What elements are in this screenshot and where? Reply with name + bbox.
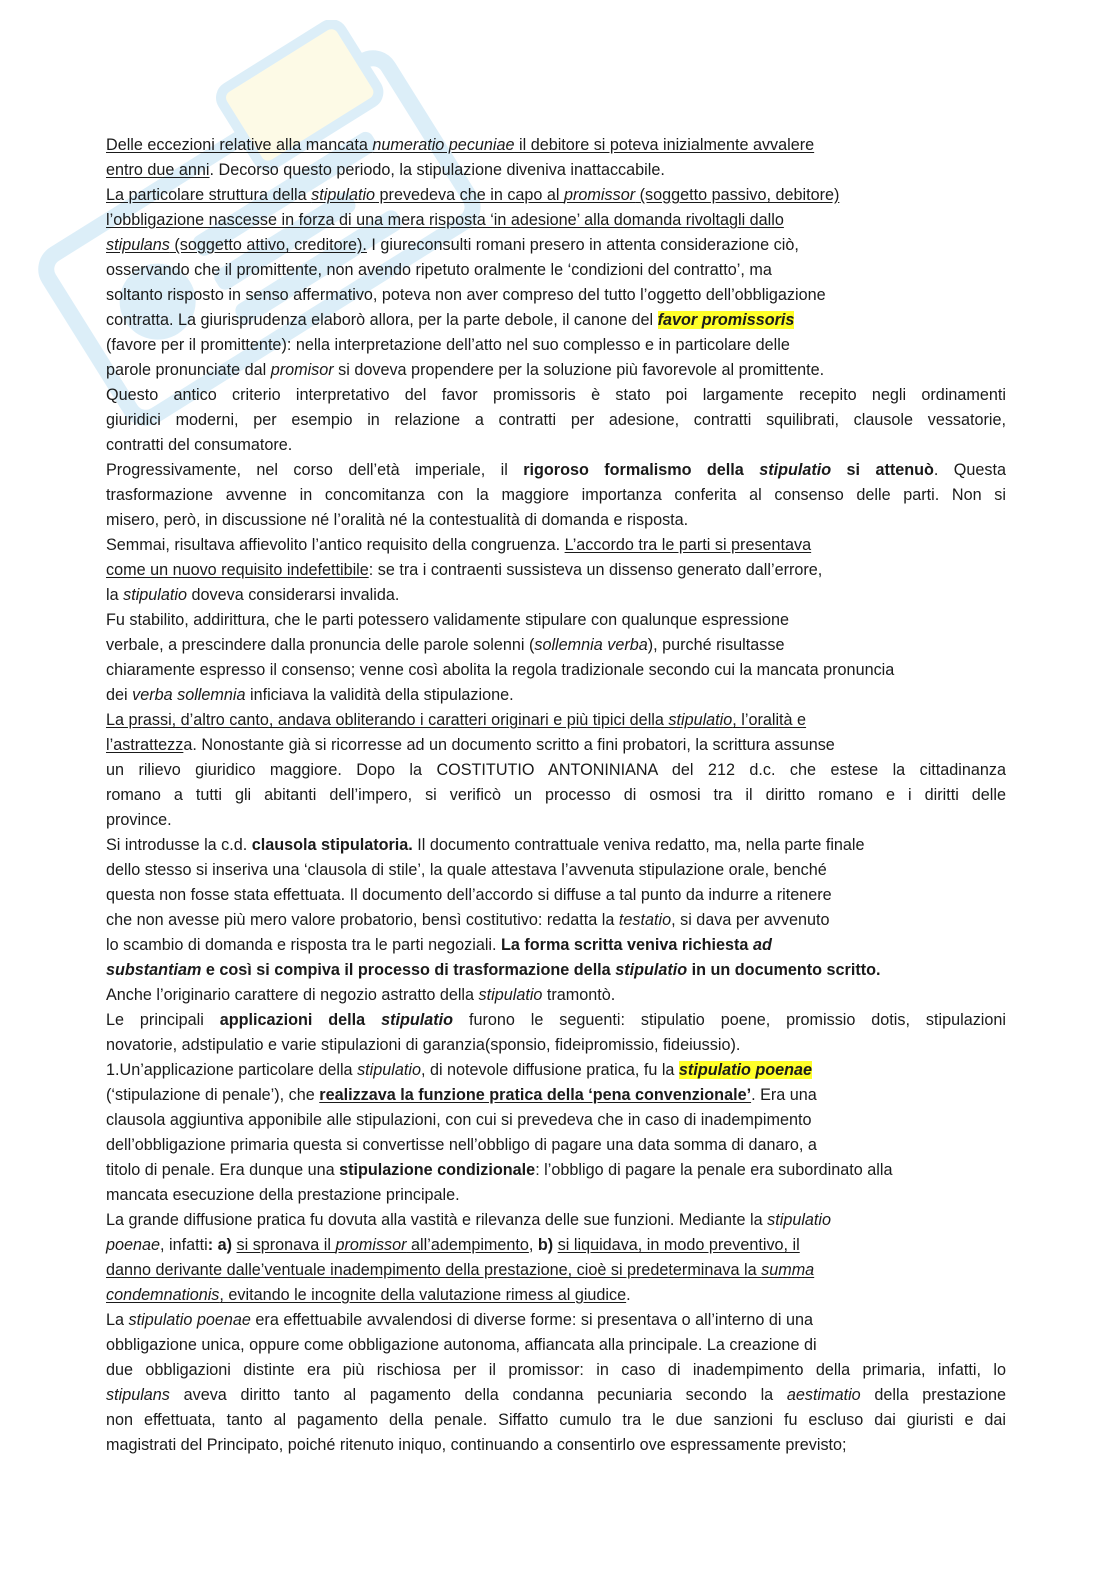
text-span: dei <box>106 686 133 704</box>
text-span: summa <box>761 1261 815 1279</box>
text-span: in un documento scritto. <box>687 961 881 979</box>
text-span: promissor <box>564 186 636 204</box>
text-line <box>106 1058 1006 1083</box>
text-line <box>106 1308 1006 1333</box>
text-span: questa non fosse stata effettuata. Il documento dell’accordo si diffuse a tal punto da indurre a ritenere <box>106 886 832 904</box>
text-span: titolo di penale. Era dunque una <box>106 1161 340 1179</box>
text-span: clausola stipulatoria. <box>251 836 413 854</box>
text-line <box>106 308 1006 333</box>
text-span: stipulatio <box>123 586 187 604</box>
text-span: applicazioni della <box>219 1011 382 1029</box>
text-span: osservando che il promittente, non avendo ripetuto oralmente le ‘condizioni del contratto’, ma <box>106 261 772 279</box>
text-span: I giureconsulti romani presero in attenta considerazione ciò, <box>366 236 799 254</box>
text-span: giuridici moderni, per esempio in relazione a contratti per adesione, contratti squilibrati, clausole vessatorie, <box>106 411 1006 429</box>
text-span: stipulatio <box>759 461 832 479</box>
text-span: clausola aggiuntiva apponibile alle stipulazioni, con cui si prevedeva che in caso di inadempimento <box>106 1111 812 1129</box>
text-line <box>106 983 1006 1008</box>
text-line <box>106 883 1006 908</box>
text-span: poenae <box>106 1236 161 1254</box>
text-span: , evitando le incognite della valutazione rimess al giudice <box>219 1286 627 1304</box>
text-span: aveva diritto tanto al pagamento della condanna pecuniaria secondo la <box>169 1386 787 1404</box>
text-span: come un nuovo requisito indefettibile <box>106 561 369 579</box>
text-line <box>106 858 1006 883</box>
text-line <box>106 708 1006 733</box>
text-span: soltanto risposto in senso affermativo, poteva non aver compreso del tutto l’oggetto dell’obbligazione <box>106 286 826 304</box>
text-line <box>106 283 1006 308</box>
text-span: (soggetto attivo, creditore). <box>169 236 367 254</box>
text-span: Fu stabilito, addirittura, che le parti potessero validamente stipulare con qualunque espressione <box>106 611 789 629</box>
text-span: chiaramente espresso il consenso; venne così abolita la regola tradizionale secondo cui la mancata pronuncia <box>106 661 895 679</box>
text-span: stipulatio <box>478 986 543 1004</box>
text-span: stipulatio <box>615 961 688 979</box>
text-span: dell’obbligazione primaria questa si convertisse nell’obbligo di pagare una data somma di danaro, a <box>106 1136 817 1154</box>
text-span: stipulatio <box>668 711 733 729</box>
text-line <box>106 358 1006 383</box>
text-span: ), purché risultasse <box>647 636 785 654</box>
text-line <box>106 1008 1006 1033</box>
text-span: La grande diffusione pratica fu dovuta alla vastità e rilevanza delle sue funzioni. Mediante la <box>106 1211 768 1229</box>
text-line <box>106 583 1006 608</box>
text-span: province. <box>106 811 172 829</box>
text-span: Anche l’originario carattere di negozio astratto della <box>106 986 479 1004</box>
text-span: stipulans <box>106 236 170 254</box>
text-line <box>106 1083 1006 1108</box>
text-span: stipulatio poenae <box>678 1061 813 1079</box>
text-span: La forma scritta veniva richiesta <box>501 936 753 954</box>
text-span: numeratio pecuniae <box>372 136 515 154</box>
text-line <box>106 183 1006 208</box>
text-span: lo scambio di domanda e risposta tra le parti negoziali. <box>106 936 502 954</box>
text-span: aestimatio <box>786 1386 861 1404</box>
text-span: La particolare struttura della <box>106 186 312 204</box>
text-span: Progressivamente, nel corso dell’età imperiale, il <box>106 461 524 479</box>
text-span: . <box>626 1286 631 1304</box>
text-span: , <box>528 1236 538 1254</box>
text-span: ad <box>752 936 772 954</box>
text-span: La prassi, d’altro canto, andava obliterando i caratteri originari e più tipici della <box>106 711 669 729</box>
text-span: , l’oralità e <box>732 711 807 729</box>
text-span: all’adempimento <box>406 1236 529 1254</box>
text-span: sollemnia verba <box>534 636 648 654</box>
text-line <box>106 1383 1006 1408</box>
text-span: due obbligazioni distinte era più rischiosa per il promissor: in caso di inadempimento della primaria, infatti, lo <box>106 1361 1006 1379</box>
text-span: Questo antico criterio interpretativo del favor promissoris è stato poi largamente recepito negli ordinamenti <box>106 386 1006 404</box>
text-span: , di notevole diffusione pratica, fu la <box>420 1061 679 1079</box>
text-span: : se tra i contraenti sussisteva un dissenso generato dall’errore, <box>368 561 823 579</box>
text-line <box>106 1233 1006 1258</box>
text-span: l’obbligazione nascesse in forza di una mera risposta ‘in adesione’ alla domanda rivoltagli dallo <box>106 211 784 229</box>
text-span: condemnationis <box>106 1286 220 1304</box>
text-line <box>106 533 1006 558</box>
text-span: Si introdusse la c.d. <box>106 836 252 854</box>
text-span: stipulazione condizionale <box>339 1161 536 1179</box>
text-line <box>106 1158 1006 1183</box>
text-span: parole pronunciate dal <box>106 361 271 379</box>
text-line <box>106 958 1006 983</box>
text-line <box>106 933 1006 958</box>
text-line <box>106 208 1006 233</box>
text-span: inficiava la validità della stipulazione. <box>245 686 514 704</box>
text-line <box>106 258 1006 283</box>
text-line <box>106 233 1006 258</box>
text-span: favor promissoris <box>657 311 795 329</box>
text-span: l’astrattezz <box>106 736 184 754</box>
text-line <box>106 1258 1006 1283</box>
text-span: romano a tutti gli abitanti dell’impero, si verificò un processo di osmosi tra il diritto romano e i diritti delle <box>106 786 1006 804</box>
text-span: Delle eccezioni relative alla mancata <box>106 136 373 154</box>
text-line <box>106 1433 1006 1458</box>
text-span: substantiam <box>106 961 202 979</box>
text-line <box>106 658 1006 683</box>
text-span: si spronava il <box>236 1236 336 1254</box>
text-line <box>106 1208 1006 1233</box>
text-line <box>106 783 1006 808</box>
text-span: stipulatio <box>311 186 376 204</box>
text-span: magistrati del Principato, poiché ritenuto iniquo, continuando a consentirlo ove espressamente previsto; <box>106 1436 847 1454</box>
text-span: a. Nonostante già si ricorresse ad un documento scritto a fini probatori, la scrittura assunse <box>183 736 835 754</box>
text-span: il debitore si poteva inizialmente avvalere <box>514 136 815 154</box>
text-line <box>106 483 1006 508</box>
text-line <box>106 1108 1006 1133</box>
text-span: si liquidava, in modo preventivo, il <box>557 1236 800 1254</box>
text-line <box>106 383 1006 408</box>
text-span: non effettuata, tanto al pagamento della penale. Siffatto cumulo tra le due sanzioni fu escluso dai giuristi e dai <box>106 1411 1006 1429</box>
text-span: obbligazione unica, oppure come obbligazione autonoma, affiancata alla principale. La creazione di <box>106 1336 817 1354</box>
document-body <box>106 133 1006 1458</box>
text-span: furono le seguenti: stipulatio poene, promissio dotis, stipulazioni <box>453 1011 1006 1029</box>
text-line <box>106 1408 1006 1433</box>
text-span: un rilievo giuridico maggiore. Dopo la COSTITUTIO ANTONINIANA del 212 d.c. che estese la cittadinanza <box>106 761 1006 779</box>
text-line <box>106 608 1006 633</box>
text-span: testatio <box>618 911 672 929</box>
text-line <box>106 833 1006 858</box>
text-span: misero, però, in discussione né l’oralità né la contestualità di domanda e risposta. <box>106 511 689 529</box>
text-span: dello stesso si inseriva una ‘clausola di stile’, la quale attestava l’avvenuta stipulazione orale, benché <box>106 861 827 879</box>
text-span: (favore per il promittente): nella interpretazione dell’atto nel suo complesso e in particolare delle <box>106 336 790 354</box>
text-span: entro due anni <box>106 161 210 179</box>
text-span: (‘stipulazione di penale’), che <box>106 1086 320 1104</box>
text-span: doveva considerarsi invalida. <box>187 586 400 604</box>
text-span: novatorie, adstipulatio e varie stipulazioni di garanzia(sponsio, fideipromissio, fideiussio). <box>106 1036 741 1054</box>
text-line <box>106 1133 1006 1158</box>
text-span: Le principali <box>106 1011 220 1029</box>
text-span: promissor <box>335 1236 407 1254</box>
text-span: si doveva propendere per la soluzione più favorevole al promittente. <box>333 361 825 379</box>
text-span: L’accordo tra le parti si presentava <box>564 536 812 554</box>
text-line <box>106 908 1006 933</box>
text-span: (soggetto passivo, debitore) <box>635 186 840 204</box>
text-span: stipulatio <box>357 1061 421 1079</box>
text-span: rigoroso formalismo della <box>523 461 760 479</box>
text-span: prevedeva che in capo al <box>375 186 565 204</box>
text-span: . Questa <box>933 461 1006 479</box>
text-span: b) <box>537 1236 554 1254</box>
text-span: la <box>106 586 124 604</box>
text-span: stipulatio <box>381 1011 454 1029</box>
text-span: 1.Un’applicazione particolare della <box>106 1061 358 1079</box>
text-span: Semmai, risultava affievolito l’antico requisito della congruenza. <box>106 536 565 554</box>
text-span: La <box>106 1311 129 1329</box>
text-span: mancata esecuzione della prestazione principale. <box>106 1186 460 1204</box>
text-span: stipulans <box>106 1386 170 1404</box>
text-line <box>106 408 1006 433</box>
text-span: e così si compiva il processo di trasformazione della <box>201 961 616 979</box>
text-line <box>106 158 1006 183</box>
text-span: Il documento contrattuale veniva redatto, ma, nella parte finale <box>412 836 865 854</box>
text-line <box>106 433 1006 458</box>
text-line <box>106 808 1006 833</box>
text-line <box>106 133 1006 158</box>
text-line <box>106 758 1006 783</box>
text-span: tramontò. <box>542 986 616 1004</box>
text-span: : a) <box>207 1236 232 1254</box>
text-span: contratti del consumatore. <box>106 436 293 454</box>
text-line <box>106 1283 1006 1308</box>
text-span: che non avesse più mero valore probatorio, bensì costitutivo: redatta la <box>106 911 619 929</box>
text-span: contratta. La giurisprudenza elaborò allora, per la parte debole, il canone del <box>106 311 658 329</box>
text-line <box>106 733 1006 758</box>
text-line <box>106 1033 1006 1058</box>
text-span: realizzava la funzione pratica della ‘pena convenzionale’ <box>319 1086 752 1104</box>
text-line <box>106 1183 1006 1208</box>
text-span: stipulatio poenae <box>128 1311 251 1329</box>
text-line <box>106 1358 1006 1383</box>
text-line <box>106 683 1006 708</box>
text-span: , si dava per avvenuto <box>671 911 830 929</box>
text-span: danno derivante dalle’ventuale inadempimento della prestazione, cioè si predeterminava la <box>106 1261 762 1279</box>
text-span: . Decorso questo periodo, la stipulazione diveniva inattaccabile. <box>209 161 665 179</box>
text-span: : l’obbligo di pagare la penale era subordinato alla <box>535 1161 893 1179</box>
text-span: era effettuabile avvalendosi di diverse forme: si presentava o all’interno di una <box>250 1311 814 1329</box>
text-span: si attenuò <box>831 461 934 479</box>
text-line <box>106 508 1006 533</box>
text-line <box>106 633 1006 658</box>
text-line <box>106 333 1006 358</box>
text-span: . Era una <box>751 1086 817 1104</box>
text-span: , infatti <box>160 1236 208 1254</box>
text-span: verba sollemnia <box>132 686 246 704</box>
text-span: stipulatio <box>767 1211 832 1229</box>
text-line <box>106 558 1006 583</box>
text-span: verbale, a prescindere dalla pronuncia delle parole solenni ( <box>106 636 535 654</box>
text-line <box>106 1333 1006 1358</box>
text-line <box>106 458 1006 483</box>
text-span: della prestazione <box>860 1386 1006 1404</box>
text-span: promisor <box>270 361 334 379</box>
text-span: trasformazione avvenne in concomitanza con la maggiore importanza conferita al consenso delle parti. Non si <box>106 486 1006 504</box>
